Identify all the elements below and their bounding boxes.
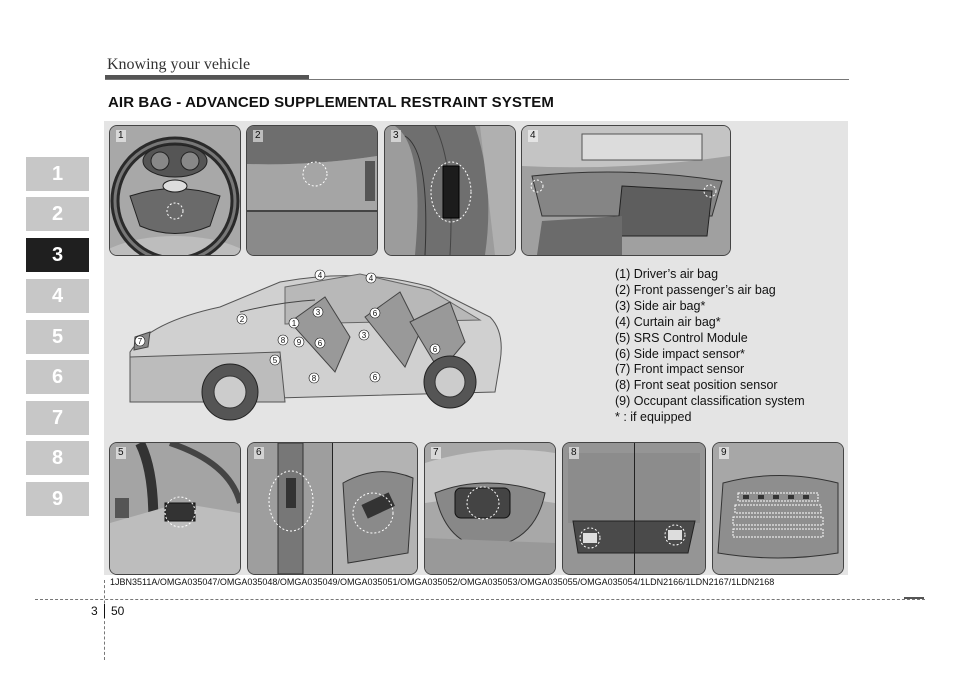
curtain-airbag-illustration (521, 125, 731, 256)
seat-position-sensor-illustration (562, 442, 706, 575)
callout: 6 (432, 345, 438, 354)
callout: 6 (372, 373, 378, 382)
legend-item: (2) Front passenger’s air bag (615, 282, 776, 297)
page-number: 50 (111, 604, 125, 618)
header-rule-thin (105, 79, 849, 80)
callout: 2 (239, 315, 245, 324)
footer-rule (35, 599, 925, 600)
callout: 6 (317, 339, 323, 348)
chapter-tab-5[interactable]: 5 (26, 320, 89, 354)
callout: 4 (368, 274, 374, 283)
callout: 6 (372, 309, 378, 318)
front-impact-sensor-illustration (424, 442, 556, 575)
legend-footnote: * : if equipped (615, 410, 692, 425)
side-impact-sensor-illustration (247, 442, 418, 575)
image-divider (332, 443, 333, 574)
thumbnail-number: 3 (393, 130, 399, 141)
thumbnail-number: 6 (256, 447, 262, 458)
thumbnail-number: 8 (571, 447, 577, 458)
component-legend (615, 267, 805, 426)
passenger-airbag-illustration (246, 125, 378, 256)
image-reference-codes: 1JBN3511A/OMGA035047/OMGA035048/OMGA035049/OMGA035051/OMGA035052/OMGA035053/OMGA035055/OMGA035054/1LDN2166/1LDN2167/1LDN2168 (110, 577, 775, 587)
thumbnail-number: 2 (255, 130, 261, 141)
callout: 5 (272, 356, 278, 365)
chapter-tab-9[interactable]: 9 (26, 482, 89, 516)
callout: 7 (137, 337, 143, 346)
footer-rule-accent (904, 597, 924, 599)
legend-item: (6) Side impact sensor* (615, 346, 745, 361)
page-chapter: 3 (91, 604, 98, 618)
callout: 4 (317, 271, 323, 280)
callout: 8 (280, 336, 286, 345)
occupant-classification-illustration (712, 442, 844, 575)
footer-vertical-rule (104, 580, 105, 660)
thumbnail-number: 1 (118, 130, 124, 141)
callout: 1 (291, 319, 297, 328)
driver-airbag-illustration (109, 125, 241, 256)
chapter-tab-4[interactable]: 4 (26, 279, 89, 313)
legend-item: (9) Occupant classification system (615, 394, 805, 409)
srs-control-module-illustration (109, 442, 241, 575)
image-divider (634, 443, 635, 574)
page-number-divider (104, 604, 105, 618)
legend-item: (8) Front seat position sensor (615, 378, 778, 393)
thumbnail-number: 4 (530, 130, 536, 141)
page-title: AIR BAG - ADVANCED SUPPLEMENTAL RESTRAINT SYSTEM (108, 94, 554, 111)
callout: 8 (311, 374, 317, 383)
legend-item: (7) Front impact sensor (615, 362, 745, 377)
legend-item: (5) SRS Control Module (615, 330, 748, 345)
chapter-tab-3[interactable]: 3 (26, 238, 89, 272)
chapter-tab-2[interactable]: 2 (26, 197, 89, 231)
thumbnail-number: 5 (118, 447, 124, 458)
legend-item: (3) Side air bag* (615, 298, 706, 313)
chapter-tab-8[interactable]: 8 (26, 441, 89, 475)
side-airbag-illustration (384, 125, 516, 256)
callout: 3 (315, 308, 321, 317)
callout: 3 (361, 331, 367, 340)
chapter-tab-1[interactable]: 1 (26, 157, 89, 191)
thumbnail-number: 9 (721, 447, 727, 458)
legend-item: (1) Driver’s air bag (615, 267, 719, 281)
chapter-tab-7[interactable]: 7 (26, 401, 89, 435)
car-cutaway-illustration (110, 262, 530, 437)
section-title: Knowing your vehicle (107, 56, 251, 73)
thumbnail-number: 7 (433, 447, 439, 458)
chapter-tab-6[interactable]: 6 (26, 360, 89, 394)
callout: 9 (296, 338, 302, 347)
legend-item: (4) Curtain air bag* (615, 314, 721, 329)
